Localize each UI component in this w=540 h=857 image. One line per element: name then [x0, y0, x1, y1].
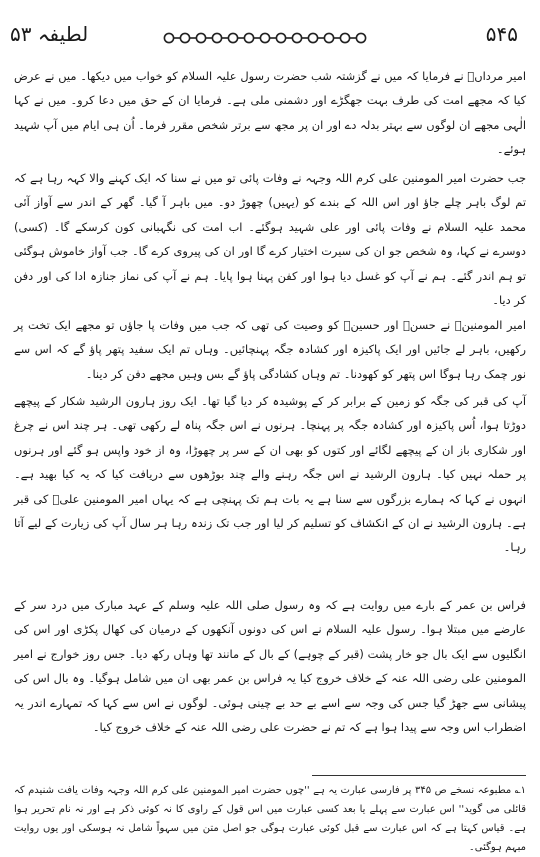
header-ornament — [162, 30, 374, 44]
page-header — [0, 20, 540, 54]
paragraph-5: فراس بن عمر کے بارے میں روایت ہے کہ وہ رسول صلی اللہ علیہ وسلم کے عہد مبارک میں درد سر کے عارضے میں مبتلا ہوا۔ رسول علیہ السلام نے اس کی دونوں آنکھوں کے درمیان کی کھال پکڑی اور اس کی انگلیوں سے ایک بال جو خار پشت (قبر کے چوہے) کے بال کے مانند تھا وہاں رکھ دیا۔ جس روز خوارج نے امیر المومنین علی رضی اللہ عنہ کے خلاف خروج کیا یہ فراس بن عمر بھی ان میں شامل ہوگیا۔ وہ بال اس کی پیشانی سے جھڑ گیا جس کی وجہ سے اسے بے حد بے چینی ہوئی۔ لوگوں نے اس سے کہا کہ تمہارے اندر یہ اضطراب اس وجہ سے پیدا ہوا ہے کہ تم نے حضرت علی رضی اللہ عنہ کے خلاف خروج کیا۔ — [14, 598, 526, 735]
footnote: ۱؎ مطبوعہ نسخے ص ۳۴۵ پر فارسی عبارت یہ ہے ''چوں حضرت امیر المومنین علی کرم اللہ وجہہ وفات یافت شنیدم کہ قائلی می گوید'' اس عبارت سے پہلے یا بعد کسی عبارت میں اس قول کے راوی کا نہ کوئی ذکر ہے اور نہ نام تحریر ہوا ہے۔ قیاس کہتا ہے کہ اس عبارت سے قبل کوئی عبارت ہوگی جو اصل متن میں سہواً شامل نہ ہوسکی اور یوں روایت مبہم ہوگئی۔ — [14, 785, 526, 853]
paragraph-3: امیر المومنینؓ نے حسنؓ اور حسینؓ کو وصیت کی تھی کہ جب میں وفات پا جاؤں تو مجھے ایک تخت پر رکھیں، باہر لے جائیں اور ایک پاکیزہ اور کشادہ جگہ پہنچائیں۔ وہاں تم ایک سفید پتھر پاؤ گے کہ اس سے نور چمک رہا ہوگا اس پتھر کو کھودنا۔ تم وہاں کشادگی پاؤ گے بس وہیں مجھے دفن کر دینا۔ — [14, 318, 526, 381]
paragraph-1: امیر مرداںؓ نے فرمایا کہ میں نے گزشتہ شب حضرت رسول علیہ السلام کو خواب میں دیکھا۔ میں نے عرض کیا کہ مجھے امت کی طرف بہت جھگڑے اور دشمنی ملی ہے۔ فرمایا ان کے حق میں دعا کرو۔ میں نے کہا الٰہی مجھے ان لوگوں سے بہتر بدلہ دے اور ان پر مجھ سے برتر شخص مقرر فرما۔ اُن ہی ایام میں آپ شہید ہوئے۔ — [14, 69, 526, 157]
paragraph-4: آپ کی قبر کی جگہ کو زمین کے برابر کر کے پوشیدہ کر دیا گیا تھا۔ ایک روز ہارون الرشید شکار کے پیچھے دوڑتا ہوا، اُس پاکیزہ اور کشادہ جگہ پر پہنچا۔ ہرنوں نے اس جگہ پناہ لے رکھی تھی۔ ہر چند اس نے چرغ اور شکاری باز ان کے پیچھے لگائے اور کتوں کو بھی ان کے سر پر چھوڑا، وہ از خود واپس ہو گئے اور ہرنوں پر حملہ نہیں کیا۔ ہارون الرشید نے اس جگہ رہنے والے چند بوڑھوں سے دریافت کیا کہ یہ کیا بھید ہے۔ انہوں نے کہا کہ ہمارے بزرگوں سے سنا ہے یہ بات ہم تک پہنچی ہے کہ یہاں امیر المومنین علیؓ کی قبر ہے۔ ہارون الرشید نے ان کے انکشاف کو تسلیم کر لیا اور جب تک زندہ رہا ہر سال آپ کی زیارت کے لیے آتا رہا۔ — [14, 394, 526, 555]
chapter-title: لطیفہ ۵۳ — [10, 22, 89, 46]
page-number: ۵۴۵ — [485, 22, 518, 46]
chain-ornament-icon — [162, 31, 374, 45]
paragraph-2: جب حضرت امیر المومنین علی کرم اللہ وجہہ نے وفات پائی تو میں نے سنا کہ ایک کہنے والا کہہ رہا ہے کہ تم لوگ باہر چلے جاؤ اور اس اللہ کے بندے کو (یہیں) چھوڑ دو۔ میں باہر آ گیا۔ گھر کے اندر سے آواز آئی محمد علیہ السلام نے وفات پائی اور علی شہید ہوگئے۔ اب امت کی نگہبانی کون کرسکے گا۔ (کسی) دوسرے نے کہا، وہ شخص جو ان کی سیرت اختیار کرے گا اور ان کی پیروی کرے گا۔ جب آواز خاموش ہوگئی تو ہم اندر گئے۔ ہم نے آپ کو غسل دیا ہوا اور کفن پہنا ہوا پایا۔ ہم نے آپ کی نماز جنازہ ادا کی اور دفن کر دیا۔ — [14, 171, 526, 308]
footnote-divider — [312, 775, 526, 776]
body-text — [14, 64, 526, 735]
